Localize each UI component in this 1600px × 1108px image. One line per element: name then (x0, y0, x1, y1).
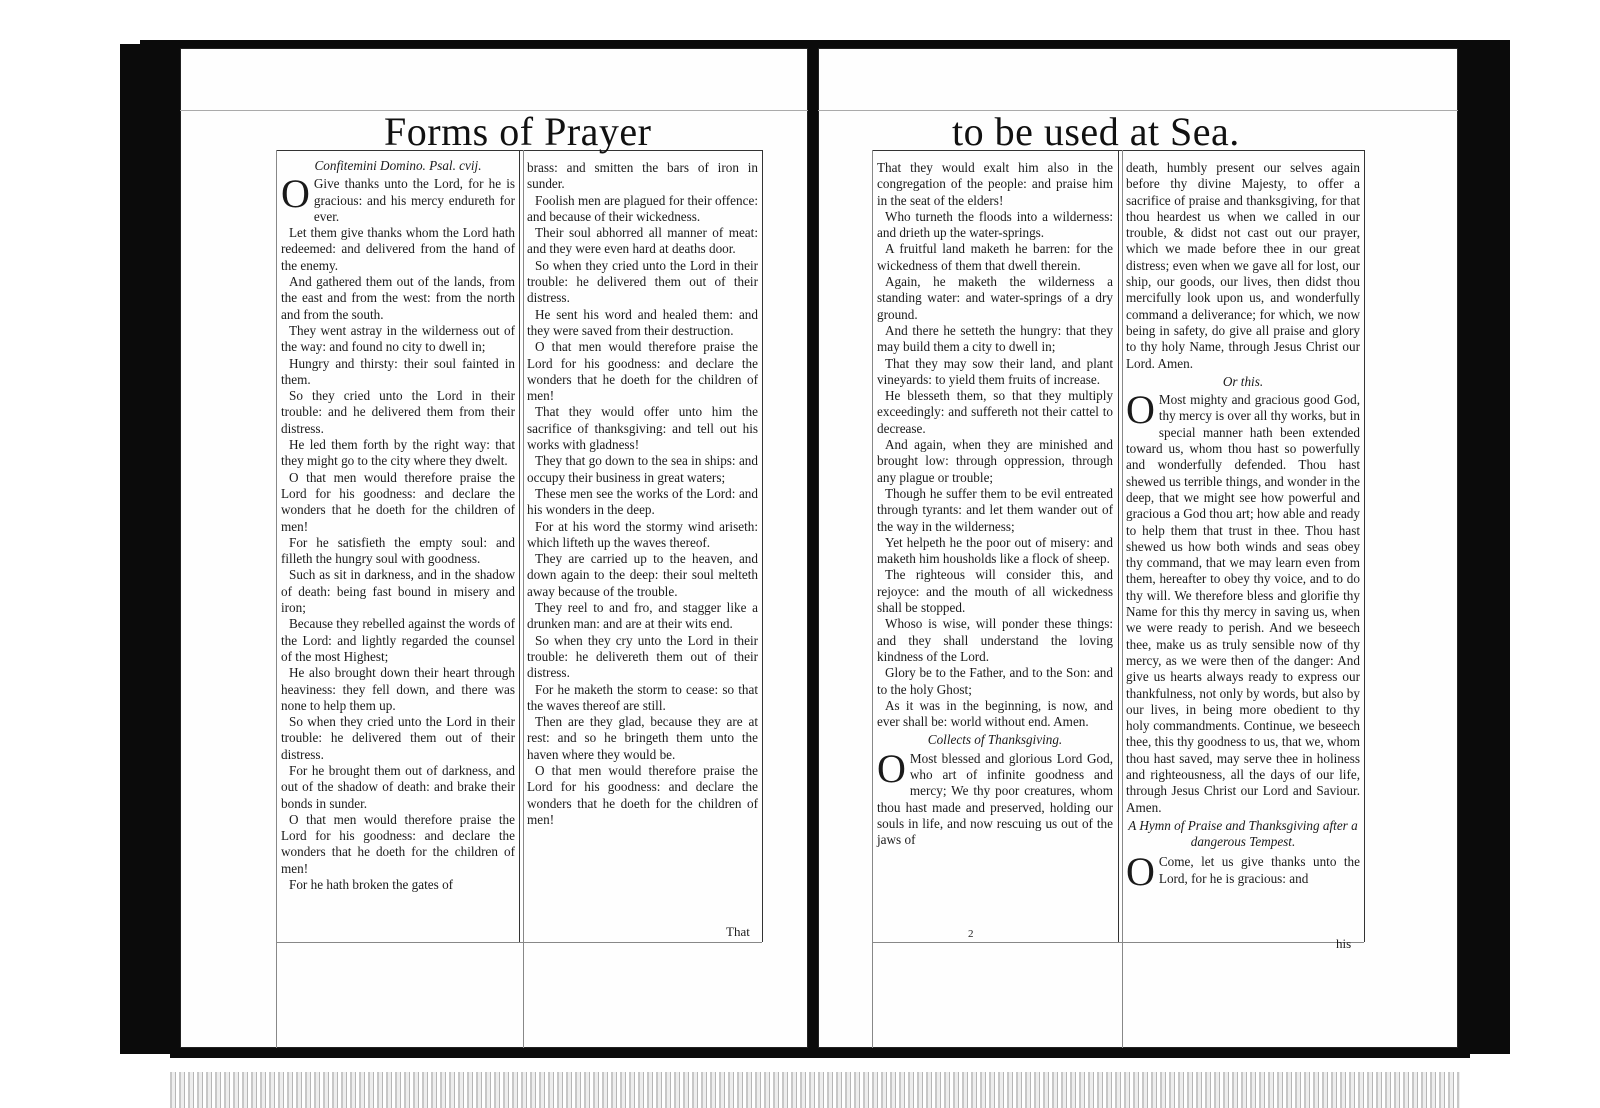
scan-right-edge (1455, 44, 1510, 1054)
verse: For at his word the stormy wind ariseth: which lifteth up the waves thereof. (527, 518, 758, 550)
catchword: That (726, 924, 750, 939)
verse: Glory be to the Father, and to the Son: and to the holy Ghost; (877, 665, 1113, 697)
left-page-margin-rule (276, 150, 277, 1048)
verse: Who turneth the floods into a wilderness: and drieth up the water-springs. (877, 208, 1113, 241)
right-page-margin-rule (872, 150, 873, 1048)
column-2 (527, 160, 758, 828)
verse: As it was in the beginning, is now, and ever shall be: world without end. Amen. (877, 697, 1113, 730)
verse: They are carried up to the heaven, and down again to the deep: their soul melteth away because of the trouble. (527, 551, 758, 599)
verse: O that men would therefore praise the Lord for his goodness: and declare the wonders that he doeth for the children of men! (281, 469, 515, 534)
verse: For he maketh the storm to cease: so that the waves thereof are still. (527, 681, 758, 713)
verse: Give thanks unto the Lord, for he is gracious: and his mercy endureth for ever. (313, 176, 515, 224)
verse: He sent his word and healed them: and they were saved from their destruction. (527, 306, 758, 338)
page-number: 2 (968, 928, 974, 940)
catchword: his (1336, 936, 1352, 951)
verse: That they would exalt him also in the congregation of the people: and praise him in the seat of the elders! (877, 160, 1113, 208)
drop-cap: O (877, 745, 906, 791)
verse: Such as sit in darkness, and in the shadow of death: being fast bound in misery and iron; (281, 567, 515, 616)
verse: And there he setteth the hungry: that they may build them a city to dwell in; (877, 322, 1113, 355)
verse: That they may sow their land, and plant vineyards: to yield them fruits of increase. (877, 355, 1113, 387)
verse: He also brought down their heart through heaviness: they fell down, and there was none to help them up. (281, 665, 515, 713)
left-page-outer-rule (762, 150, 763, 942)
drop-cap: O (1126, 387, 1155, 433)
column-1 (281, 156, 515, 893)
verse: So when they cried unto the Lord in their trouble: he delivered them out of their distress. (281, 714, 515, 762)
scan-noise (170, 1072, 1460, 1108)
verse: These men see the works of the Lord: and his wonders in the deep. (527, 485, 758, 518)
column-3 (877, 160, 1113, 848)
verse: They reel to and fro, and stagger like a drunken man: and are at their wits end. (527, 600, 758, 632)
right-page-outer-rule (1364, 150, 1365, 942)
verse: Hungry and thirsty: their soul fainted in them. (281, 355, 515, 387)
verse: For he hath broken the gates of (289, 877, 454, 893)
verse: Whoso is wise, will ponder these things: and they shall understand the loving kindness of the Lord. (877, 616, 1113, 664)
verse: And again, when they are minished and brought low: through oppression, through any plague or trouble; (877, 437, 1113, 485)
left-running-title: Forms of Prayer (384, 109, 652, 154)
prayer-text: Most mighty and gracious good God, thy mercy is over all thy works, but in special manner hath been extended toward us, whom thou hast so powerfully and wonderfully defended. Thou hast shewed us terrible things, and wonder in the deep, that we might see how powerful and gracious a God thou art; how able and ready to help them that trust in thee. Thou hast shewed us how both winds and seas obey thy command, that we may learn even from them, hereafter to obey thy voice, and to do thy will. We therefore bless and glorifie thy Name for this thy mercy in saving us, when we were ready to perish. And we beseech thee, make us as truly sensible now of thy mercy, as we were then of the danger: And give us hearts always ready to express our thankfulness, not only by words, but also by our lives, in being more obedient to thy holy commandments. Continue, we beseech thee, this thy goodness to us, that we, whom thou hast saved, may serve thee in holiness and righteousness, all the days of our life, through Jesus Christ our Lord and Saviour. Amen. (1126, 392, 1360, 815)
verse: brass: and smitten the bars of iron in sunder. (527, 160, 758, 192)
left-foot-rule (276, 942, 762, 943)
verse: That they would offer unto him the sacrifice of thanksgiving: and tell out his works with gladness! (527, 404, 758, 453)
or-this-heading: Or this. (1222, 373, 1264, 389)
verse: And gathered them out of the lands, from the east and from the west: from the north and from the south. (281, 274, 515, 322)
left-column-divider-2 (523, 150, 524, 1048)
verse: A fruitful land maketh he barren: for the wickedness of them that dwell therein. (877, 241, 1113, 273)
collects-heading: Collects of Thanksgiving. (927, 732, 1063, 748)
right-running-title: to be used at Sea. (952, 109, 1240, 154)
prayer-text: Most blessed and glorious Lord God, who art of infinite goodness and mercy; We thy poor creatures, whom thou hast made and preserved, holding our souls in life, and now rescuing us out of the jaws of (877, 750, 1113, 848)
verse: The righteous will consider this, and rejoyce: and the mouth of all wickedness shall be stopped. (877, 567, 1113, 616)
verse: For he satisfieth the empty soul: and filleth the hungry soul with goodness. (281, 534, 515, 567)
right-foot-rule (872, 942, 1364, 943)
verse: O that men would therefore praise the Lord for his goodness: and declare the wonders that he doeth for the children of men! (281, 811, 515, 876)
verse: They went astray in the wilderness out of the way: and found no city to dwell in; (281, 322, 515, 355)
drop-cap: O (281, 171, 310, 217)
scan-left-edge (120, 44, 182, 1054)
scan-bottom-edge (170, 1048, 1470, 1058)
verse: Foolish men are plagued for their offence: and because of their wickedness. (527, 192, 758, 224)
verse: So when they cried unto the Lord in their trouble: he delivered them out of their distress. (527, 257, 758, 306)
right-column-divider-2 (1122, 150, 1123, 1048)
drop-cap: O (1126, 849, 1155, 895)
verse: So they cried unto the Lord in their trouble: and he delivered them from their distress. (281, 388, 515, 436)
verse: Let them give thanks whom the Lord hath redeemed: and delivered from the hand of the enemy. (281, 225, 515, 273)
verse: Their soul abhorred all manner of meat: and they were even hard at deaths door. (527, 225, 758, 257)
right-column-divider (1118, 150, 1119, 942)
verse: Yet helpeth he the poor out of misery: and maketh him housholds like a flock of sheep. (877, 534, 1113, 567)
verse: O that men would therefore praise the Lord for his goodness: and declare the wonders that he doeth for the children of men! (527, 339, 758, 404)
prayer-text: death, humbly present our selves again before thy divine Majesty, to offer a sacrifice of praise and thanksgiving, for that thou heardest us when we called in our trouble, & didst not cast out our prayer, which we made before thee in our great distress; even when we gave all for lost, our ship, our goods, our lives, then didst thou mercifully look upon us, and wonderfully command a deliverance; for which, we now being in safety, do give all praise and glory to thy holy Name, through Jesus Christ our Lord. Amen. (1126, 160, 1360, 371)
hymn-heading: A Hymn of Praise and Thanksgiving after a dangerous Tempest. (1128, 817, 1358, 850)
left-column-divider (519, 150, 520, 942)
verse: Though he suffer them to be evil entreated through tyrants: and let them wander out of the way in the wilderness; (877, 485, 1113, 534)
verse: Again, he maketh the wilderness a standing water: and water-springs of a dry ground. (877, 274, 1113, 322)
verse: They that go down to the sea in ships: and occupy their business in great waters; (527, 453, 758, 485)
verse: So when they cry unto the Lord in their trouble: he delivereth them out of their distress. (527, 632, 758, 681)
hymn-text: Come, let us give thanks unto the Lord, for he is gracious: and (1158, 854, 1360, 886)
psalm-heading: Confitemini Domino. Psal. cvij. (314, 158, 482, 173)
verse: For he brought them out of darkness, and out of the shadow of death: and brake their bonds in sunder. (281, 762, 515, 811)
verse: Then are they glad, because they are at rest: and so he bringeth them unto the haven where they would be. (527, 714, 758, 762)
column-4 (1126, 160, 1360, 895)
verse: O that men would therefore praise the Lord for his goodness: and declare the wonders that he doeth for the children of men! (527, 762, 758, 827)
verse: He led them forth by the right way: that they might go to the city where they dwelt. (281, 437, 515, 469)
verse: He blesseth them, so that they multiply exceedingly: and suffereth not their cattel to decrease. (877, 388, 1113, 436)
verse: Because they rebelled against the words of the Lord: and lightly regarded the counsel of the most Highest; (281, 616, 515, 664)
